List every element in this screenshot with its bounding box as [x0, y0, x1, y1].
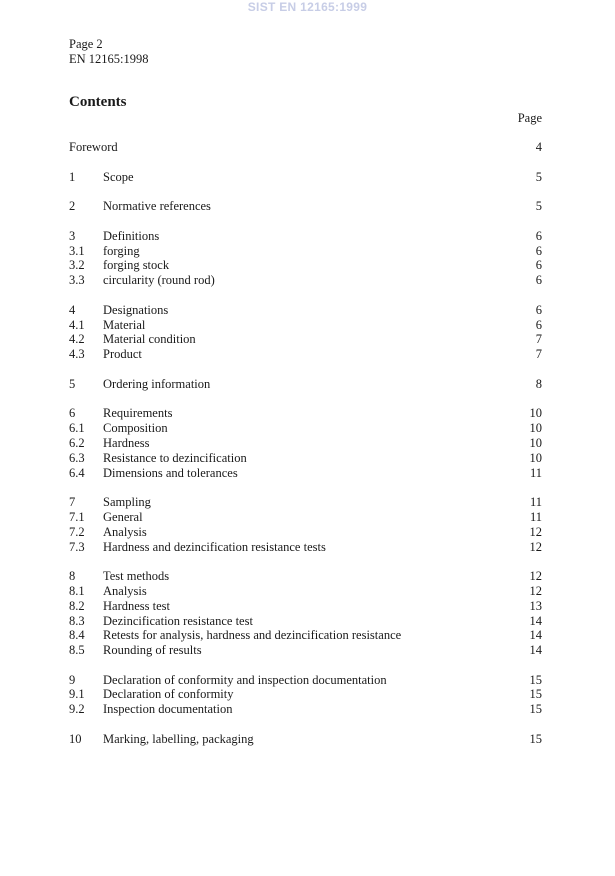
toc-entry-page: 11	[529, 465, 542, 480]
toc-entry-title: Analysis	[103, 583, 147, 598]
toc-entry-number: 4.2	[69, 332, 85, 347]
standard-number: EN 12165:1998	[69, 52, 149, 66]
toc-entry	[69, 451, 542, 466]
toc-entry-title: forging	[103, 243, 140, 258]
toc-entry-title: Resistance to dezincification	[103, 450, 247, 465]
toc-entry-number: 8.2	[69, 598, 85, 613]
toc-entry-title: Retests for analysis, hardness and dezincification resistance	[103, 628, 402, 643]
toc-entry	[69, 406, 542, 421]
toc-entry-page: 12	[529, 539, 542, 554]
toc-entry-title: Dimensions and tolerances	[103, 465, 238, 480]
toc-entry-number: 8.1	[69, 583, 85, 598]
toc-entry-title: Designations	[103, 302, 169, 317]
toc-entry	[69, 421, 542, 436]
toc-entry	[69, 643, 542, 658]
toc-entry-title: Analysis	[103, 524, 147, 539]
toc-entry	[69, 244, 542, 259]
toc-entry	[69, 258, 542, 273]
toc-entry-page: 11	[529, 509, 542, 524]
toc-entry-number: 8.4	[69, 628, 85, 643]
toc-entry-title: Requirements	[103, 406, 173, 421]
toc-entry	[69, 466, 542, 481]
toc-entry-page: 7	[535, 332, 542, 347]
toc-entry-page: 7	[535, 347, 542, 362]
toc-entry-number: 4.3	[69, 347, 85, 362]
toc-entry-title: Material	[103, 317, 146, 332]
toc-entry	[69, 702, 542, 717]
page-number: Page 2	[69, 37, 103, 51]
toc-entry	[69, 377, 542, 392]
toc-entry-number: 3.3	[69, 273, 85, 288]
toc-entry-page: 10	[529, 435, 542, 450]
toc-entry-page: 12	[529, 524, 542, 539]
toc-entry-number: 7	[69, 495, 76, 510]
toc-entry-page: 6	[535, 228, 542, 243]
toc-entry	[69, 140, 542, 155]
toc-entry-page: 6	[535, 273, 542, 288]
toc-entry	[69, 170, 542, 185]
toc-entry	[69, 584, 542, 599]
toc-entry-page: 4	[535, 140, 542, 154]
toc-entry-title: Definitions	[103, 228, 160, 243]
toc-entry	[69, 673, 542, 688]
toc-entry-title: Composition	[103, 421, 168, 436]
toc-entry-page: 6	[535, 258, 542, 273]
toc-entry-number: 8	[69, 569, 76, 584]
toc-entry	[69, 732, 542, 747]
table-of-contents	[69, 140, 542, 747]
toc-entry-number: 6	[69, 406, 76, 421]
toc-entry-page: 14	[529, 628, 542, 643]
toc-entry-title: Sampling	[103, 495, 151, 510]
toc-entry-number: 7.2	[69, 524, 85, 539]
toc-entry-page: 5	[535, 199, 542, 214]
toc-entry-title: Declaration of conformity	[103, 687, 234, 702]
toc-entry	[69, 199, 542, 214]
toc-entry-number: 4.1	[69, 317, 85, 332]
toc-entry-page: 15	[529, 687, 542, 702]
toc-entry-number: 8.3	[69, 613, 85, 628]
toc-entry-number: 3	[69, 228, 76, 243]
toc-entry-title: Test methods	[103, 569, 170, 584]
toc-entry-title: Material condition	[103, 332, 196, 347]
toc-entry	[69, 273, 542, 288]
toc-entry-page: 10	[529, 450, 542, 465]
toc-entry	[69, 614, 542, 629]
toc-entry-number: 6.2	[69, 435, 85, 450]
toc-entry-page: 6	[535, 302, 542, 317]
toc-entry-page: 14	[529, 613, 542, 628]
toc-entry-title: Marking, labelling, packaging	[103, 731, 254, 746]
toc-entry-number: 3.1	[69, 243, 85, 258]
toc-entry-number: 8.5	[69, 643, 85, 658]
toc-entry	[69, 599, 542, 614]
watermark: SIST EN 12165:1999	[247, 0, 368, 14]
toc-entry-title: Hardness and dezincification resistance tests	[103, 539, 326, 554]
toc-entry-title: Dezincification resistance test	[103, 613, 253, 628]
toc-entry-number: 3.2	[69, 258, 85, 273]
toc-entry-page: 6	[535, 243, 542, 258]
toc-entry	[69, 510, 542, 525]
toc-entry-number: 9	[69, 672, 76, 687]
toc-entry-number: 1	[69, 169, 76, 184]
toc-entry-page: 12	[529, 569, 542, 584]
toc-entry-number: 7.1	[69, 509, 85, 524]
toc-entry-page: 15	[529, 672, 542, 687]
toc-entry-page: 15	[529, 731, 542, 746]
toc-entry	[69, 347, 542, 362]
toc-entry-title: Declaration of conformity and inspection documentation	[103, 672, 387, 687]
toc-entry-number: 6.4	[69, 465, 85, 480]
toc-entry-number: 9.2	[69, 702, 85, 717]
toc-entry-title: Hardness	[103, 435, 150, 450]
toc-entry	[69, 540, 542, 555]
toc-entry-page: 12	[529, 583, 542, 598]
toc-entry-title: Inspection documentation	[103, 702, 233, 717]
toc-entry	[69, 436, 542, 451]
toc-entry-page: 8	[535, 376, 542, 391]
toc-entry-title: Foreword	[69, 140, 118, 154]
toc-entry-page: 5	[535, 169, 542, 184]
toc-entry	[69, 687, 542, 702]
toc-entry-title: Normative references	[103, 199, 211, 214]
toc-entry-number: 6.3	[69, 450, 85, 465]
toc-entry-title: forging stock	[103, 258, 170, 273]
toc-entry-title: Scope	[103, 169, 134, 184]
toc-entry	[69, 525, 542, 540]
toc-entry-title: Product	[103, 347, 142, 362]
toc-entry-number: 6.1	[69, 421, 85, 436]
page-header	[69, 37, 149, 67]
toc-entry-page: 13	[529, 598, 542, 613]
toc-entry-page: 11	[529, 495, 542, 510]
toc-entry-page: 10	[529, 406, 542, 421]
toc-entry	[69, 569, 542, 584]
toc-entry-title: Hardness test	[103, 598, 170, 613]
toc-entry-page: 14	[529, 643, 542, 658]
toc-entry-title: General	[103, 509, 143, 524]
toc-entry-page: 15	[529, 702, 542, 717]
toc-entry	[69, 303, 542, 318]
contents-title: Contents	[69, 94, 127, 110]
toc-entry	[69, 628, 542, 643]
toc-entry-title: circularity (round rod)	[103, 273, 215, 288]
toc-entry-page: 10	[529, 421, 542, 436]
toc-entry	[69, 332, 542, 347]
toc-entry-number: 4	[69, 302, 76, 317]
toc-entry	[69, 318, 542, 333]
toc-entry-number: 7.3	[69, 539, 85, 554]
page-column-label: Page	[517, 111, 542, 125]
toc-entry-title: Rounding of results	[103, 643, 202, 658]
toc-entry-number: 5	[69, 376, 76, 391]
toc-entry	[69, 229, 542, 244]
toc-entry-number: 10	[69, 731, 82, 746]
toc-entry-title: Ordering information	[103, 376, 211, 391]
toc-entry	[69, 495, 542, 510]
toc-entry-page: 6	[535, 317, 542, 332]
toc-entry-number: 2	[69, 199, 76, 214]
toc-entry-number: 9.1	[69, 687, 85, 702]
